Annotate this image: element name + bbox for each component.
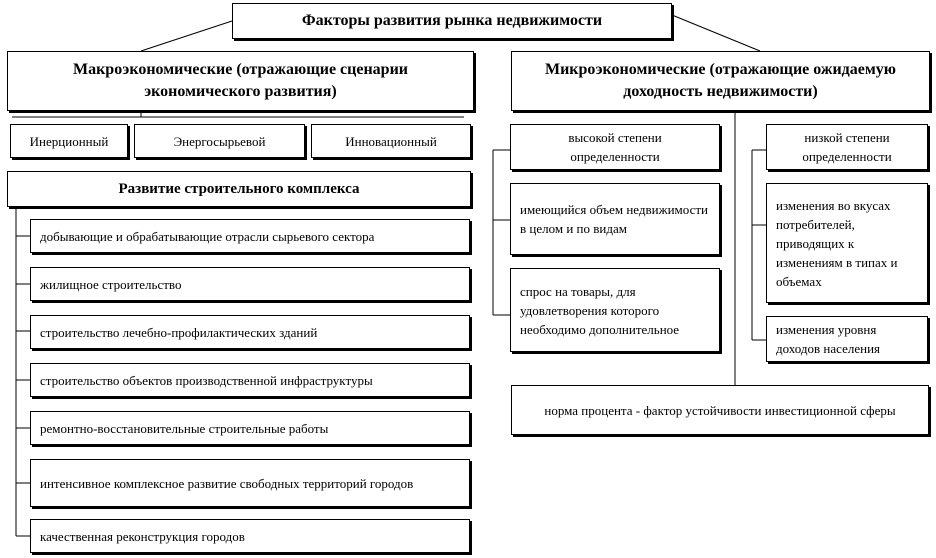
construction-item [30,219,470,253]
high-certainty-item [510,183,720,255]
high-certainty-item-label: имеющийся объем недвижимости в целом и по видам [520,202,709,236]
construction-item [30,267,470,301]
construction-item [30,315,470,349]
low-certainty-box [766,124,928,170]
high-certainty-item [510,268,720,352]
interest-rate-label: норма процента - фактор устойчивости инвестиционной сферы [544,402,896,418]
connector-title-macro [141,21,232,51]
low-certainty-item-label: изменения уровня доходов населения [776,322,880,356]
scenario-innovation-label: Инновационный [345,133,437,149]
micro-title: Микроэкономические (отражающие ожидаемую доходность недвижимости) [544,61,896,100]
high-certainty-item-label: спрос на товары, для удовлетворения которого необходимо дополнительное [520,283,680,337]
scenario-energy-label: Энергосырьевой [173,133,266,149]
construction-item-label: строительство объектов производственной инфраструктуры [40,372,373,388]
diagram-title-text: Факторы развития рынка недвижимости [301,12,603,29]
high-certainty-title: высокой степени определенности [568,130,662,164]
scenario-inertial [10,124,128,158]
scenario-inertial-label: Инерционный [29,133,109,149]
low-certainty-item [766,183,928,303]
low-certainty-title: низкой степени определенности [802,130,892,164]
connector-title-micro [672,15,760,51]
scenario-energy [134,124,305,158]
macro-box [7,51,474,111]
macro-title: Макроэкономические (отражающие сценарии экономического развития) [72,61,409,100]
construction-item-label: ремонтно-восстановительные строительные работы [40,420,329,436]
low-certainty-item [766,316,928,362]
construction-box [7,171,471,207]
construction-item-label: качественная реконструкция городов [40,528,245,544]
micro-box [511,51,930,111]
construction-title: Развитие строительного комплекса [118,180,360,197]
construction-item-label: добывающие и обрабатывающие отрасли сырьевого сектора [40,228,375,244]
construction-item [30,519,470,553]
construction-item-label: интенсивное комплексное развитие свободных территорий городов [40,475,414,491]
construction-item [30,411,470,445]
construction-item-label: жилищное строительство [40,276,182,292]
diagram-title [232,3,672,39]
construction-item-label: строительство лечебно-профилактических зданий [40,324,318,340]
construction-item [30,459,470,507]
interest-rate-box [511,385,929,435]
construction-item [30,363,470,397]
high-certainty-box [510,124,720,170]
low-certainty-item-label: изменения во вкусах потребителей, приводящих к изменениям в типах и объемах [776,197,898,289]
scenario-innovation [311,124,471,158]
